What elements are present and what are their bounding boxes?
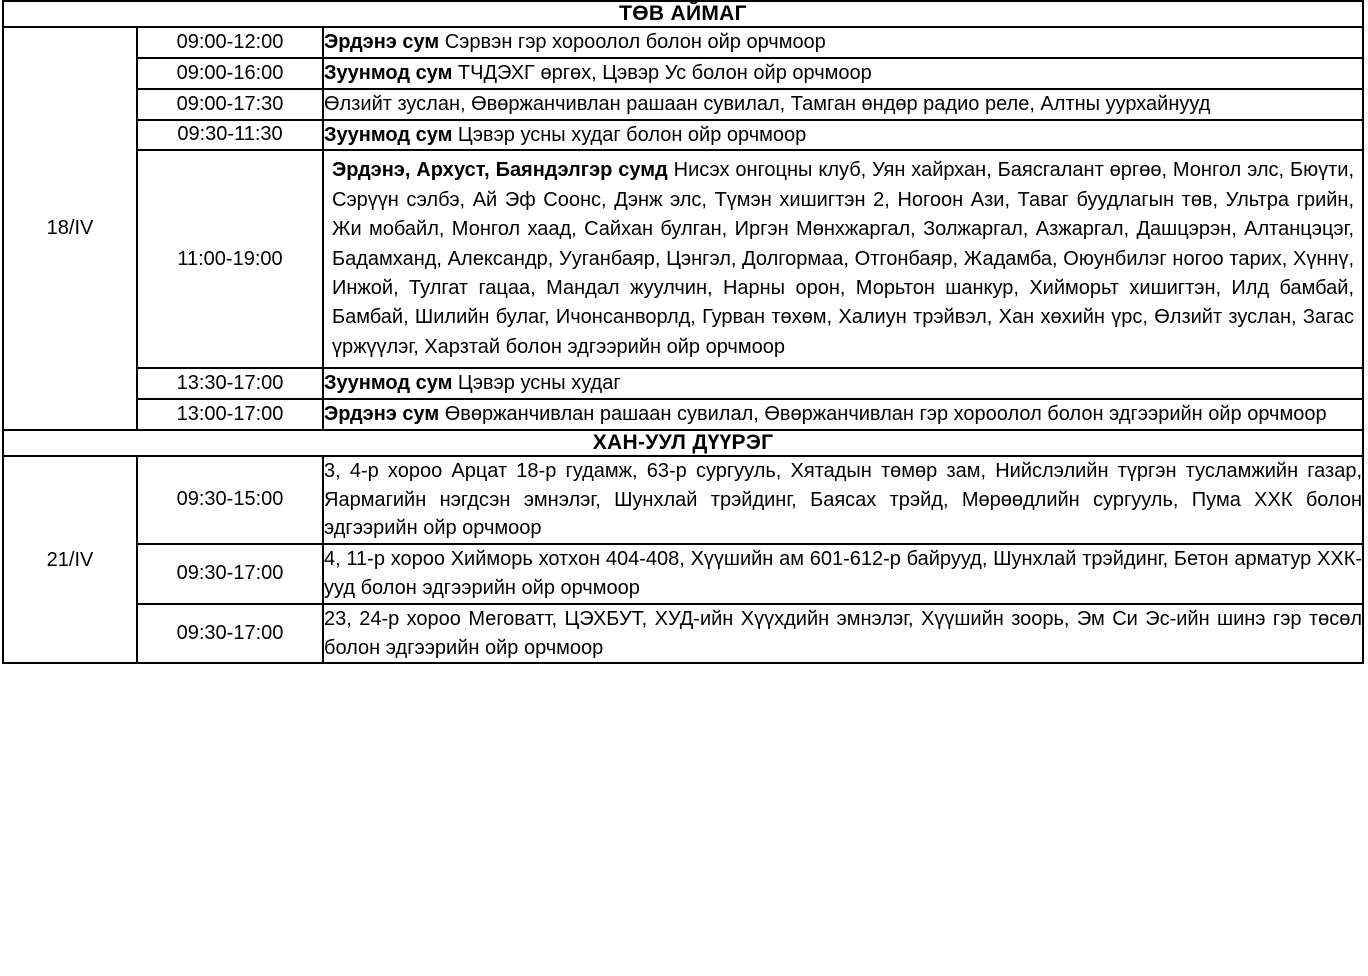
locations-cell (323, 120, 1363, 151)
table-row (3, 544, 1363, 604)
locations-cell (323, 368, 1363, 399)
time-cell: 09:30-11:30 (137, 120, 323, 151)
locations-text: Сэрвэн гэр хороолол болон ойр орчмоор (439, 31, 826, 54)
locations-cell (323, 150, 1363, 368)
locations-text: Цэвэр усны худаг болон ойр орчмоор (452, 123, 807, 146)
table-row (3, 58, 1363, 89)
time-cell: 09:00-16:00 (137, 58, 323, 89)
date-cell-21-iv: 21/IV (3, 456, 137, 664)
locations-text: ТЧДЭХГ өргөх, Цэвэр Ус болон ойр орчмоор (452, 61, 872, 84)
table-row (3, 604, 1363, 664)
table-row (3, 120, 1363, 151)
locations-cell (323, 604, 1363, 664)
locations-cell (323, 399, 1363, 430)
table-row (3, 150, 1363, 368)
date-cell-18-iv: 18/IV (3, 27, 137, 430)
locations-text: Өвөржанчивлан рашаан сувилал, Өвөржанчивлан гэр хороолол болон эдгээрийн ойр орчмоор (439, 402, 1327, 425)
section-banner-row (3, 1, 1363, 27)
locations-lead: Зуунмод сум (324, 61, 453, 84)
table-row (3, 27, 1363, 58)
locations-text: 3, 4-р хороо Арцат 18-р гудамж, 63-р сургууль, Хятадын төмөр зам, Нийслэлийн түргэн тусламжийн газар, Яармагийн нэгдсэн эмнэлэг, Шунхлай трэйдинг, Баясах трэйд, Мөрөөдлийн сургууль, Пума ХХК болон эдгээрийн ойр орчмоор (324, 459, 1363, 540)
locations-cell (323, 58, 1363, 89)
table-row (3, 89, 1363, 120)
table-row (3, 368, 1363, 399)
locations-text: 23, 24-р хороо Меговатт, ЦЭХБУТ, ХУД-ийн Хүүхдийн эмнэлэг, Хүүшийн зоорь, Эм Си Эс-ийн шинэ гэр төсөл болон эдгээрийн ойр орчмоор (324, 607, 1363, 659)
locations-lead: Эрдэнэ сум (324, 31, 440, 54)
time-cell: 11:00-19:00 (137, 150, 323, 368)
locations-lead: Эрдэнэ, Архуст, Баяндэлгэр сумд (332, 159, 668, 182)
locations-text: Цэвэр усны худаг (452, 372, 621, 395)
time-cell: 09:30-17:00 (137, 544, 323, 604)
time-cell: 13:30-17:00 (137, 368, 323, 399)
locations-lead: Зуунмод сум (324, 372, 453, 395)
section-banner-tov-aimag: ТӨВ АЙМАГ (3, 1, 1363, 27)
locations-lead: Зуунмод сум (324, 123, 453, 146)
locations-cell (323, 89, 1363, 120)
locations-text: Өлзийт зуслан, Өвөржанчивлан рашаан сувилал, Тамган өндөр радио реле, Алтны уурхайнууд (324, 92, 1211, 115)
section-banner-row (3, 430, 1363, 456)
time-cell: 09:00-12:00 (137, 27, 323, 58)
locations-lead: Эрдэнэ сум (324, 402, 440, 425)
table-row (3, 456, 1363, 544)
locations-text: Нисэх онгоцны клуб, Уян хайрхан, Баясгалант өргөө, Монгол элс, Бюүти, Сэрүүн сэлбэ, Ай Эф Соонс, Дэнж элс, Түмэн хишигтэн 2, Ногоон Ази, Таваг буудлагын төв, Ультра грийн, Жи мобайл, Монгол хаад, Сайхан булган, Иргэн Мөнхжаргал, Золжаргал, Азжаргал, Дашцэрэн, Алтанцэцэг, Бадамханд, Александр, Ууганбаяр, Цэнгэл, Долгормаа, Отгонбаяр, Жадамба, Оюунбилэг ногоо тарих, Хүннү, Инжой, Тулгат гацаа, Мандал жуулчин, Нарны орон, Морьтон шанкур, Хийморьт хишигтэн, Илд бамбай, Бамбай, Шилийн булаг, Ичонсанворлд, Гурван төхөм, Халиун трэйвэл, Хан хөхийн үрс, Өлзийт зуслан, Загас үржүүлэг, Харзтай болон эдгээрийн ойр орчмоор (332, 159, 1355, 358)
locations-text: 4, 11-р хороо Хийморь хотхон 404-408, Хүүшийн ам 601-612-р байрууд, Шунхлай трэйдинг, Бетон арматур ХХК-ууд болон эдгээрийн ойр орчмоор (324, 548, 1363, 599)
time-cell: 09:30-17:00 (137, 604, 323, 664)
outage-schedule-table (2, 0, 1364, 664)
locations-cell (323, 456, 1363, 544)
locations-cell (323, 544, 1363, 604)
time-cell: 09:30-15:00 (137, 456, 323, 544)
time-cell: 09:00-17:30 (137, 89, 323, 120)
section-banner-khan-uul-duureg: ХАН-УУЛ ДҮҮРЭГ (3, 430, 1363, 456)
table-row (3, 399, 1363, 430)
locations-cell (323, 27, 1363, 58)
time-cell: 13:00-17:00 (137, 399, 323, 430)
